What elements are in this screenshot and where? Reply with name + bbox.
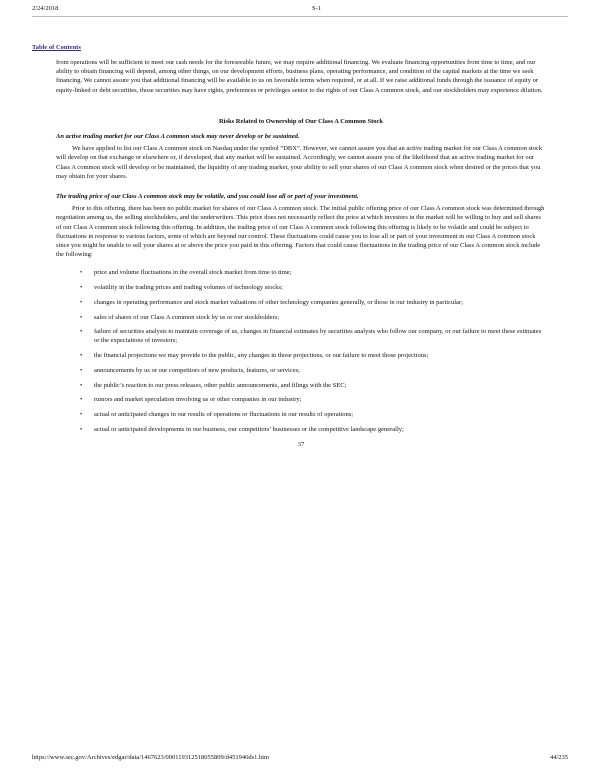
list-item: • price and volume fluctuations in the overall stock market from time to time; [80,269,292,277]
list-item: • announcements by us or our competitors of new products, features, or services; [80,366,300,374]
document-body [56,58,546,449]
list-item: • failure of securities analysts to maintain coverage of us, changes in financial estimates by securities analysts who follow our company, or our failure to meet these estimates or the expectations of investors; [80,328,542,345]
financing-paragraph: from operations will be sufficient to meet our cash needs for the foreseeable future, we may require additional financing. We evaluate financing opportunities from time to time, and our ability to obtain financing will depend, among other things, on our development efforts, business plans, operating performance, and condition of the capital markets at the time we seek financing. We cannot assure you that additional financing will be available to us on favorable terms when required, or at all. If we raise additional funds through the issuance of equity or equity-linked or debt securities, those securities may have rights, preferences or privileges senior to the rights of our Class A common stock, and our stockholders may experience dilution. [56,59,543,94]
risk-heading-volatility: The trading price of our Class A common stock may be volatile, and you could lose all or part of your investment. [56,193,359,201]
list-item: • sales of shares of our Class A common stock by us or our stockholders; [80,313,280,321]
list-item: • actual or anticipated changes in our results of operations or fluctuations in our results of operations; [80,410,354,418]
list-item: • changes in operating performance and stock market valuations of other technology companies generally, or those in our industry in particular; [80,298,463,306]
print-date: 2/24/2018 [32,5,59,12]
document-title: S-1 [312,5,322,12]
footer-url: https://www.sec.gov/Archives/edgar/data/1467623/000119312518055809/d451946ds1.htm [32,754,270,761]
risk-heading-trading-market: An active trading market for our Class A common stock may never develop or be sustained. [56,133,300,141]
list-item: • the financial projections we may provide to the public, any changes in those projections, or our failure to meet those projections; [80,352,429,360]
list-item: • the public’s reaction to our press releases, other public announcements, and filings with the SEC; [80,381,347,389]
list-item: • actual or anticipated developments in our business, our competitors’ businesses or the competitive landscape generally; [80,425,404,433]
footer-page-count: 44/235 [549,754,568,761]
table-of-contents-link[interactable]: Table of Contents [32,44,81,51]
page-number: 37 [297,440,305,448]
list-item: • rumors and market speculation involving us or other companies in our industry; [80,396,302,404]
risk-body-trading-market: We have applied to list our Class A common stock on Nasdaq under the symbol “DBX”. However, we cannot assure you that an active trading market for our Class A common stock will develop on that exchange or elsewhere or, if developed, that any market will be sustained. Accordingly, we cannot assure you of the likelihood that an active trading market for our Class A common stock will develop or be maintained, the liquidity of any trading market, your ability to sell your shares of our Class A common stock when desired or the prices that you may obtain for your shares. [56,145,543,180]
factors-list [56,268,546,433]
section-heading: Risks Related to Ownership of Our Class A Common Stock [218,117,384,125]
header-divider [32,16,568,17]
list-item: • volatility in the trading prices and trading volumes of technology stocks; [80,284,283,292]
risk-body-volatility: Prior to this offering, there has been no public market for shares of our Class A common stock. The initial public offering price of our Class A common stock was determined through negotiation among us, the selling stockholders, and the underwriters. This price does not necessarily reflect the price at which investors in the market will be willing to buy and sell shares of our Class A common stock following this offering. In addition, the trading price of our Class A common stock following this offering is likely to be volatile and could be subject to fluctuations in response to various factors, some of which are beyond our control. These fluctuations could cause you to lose all or part of your investment in our Class A common stock since you might be unable to sell your shares at or above the price you paid in this offering. Factors that could cause fluctuations in the trading price of our Class A common stock include the following: [56,205,545,259]
